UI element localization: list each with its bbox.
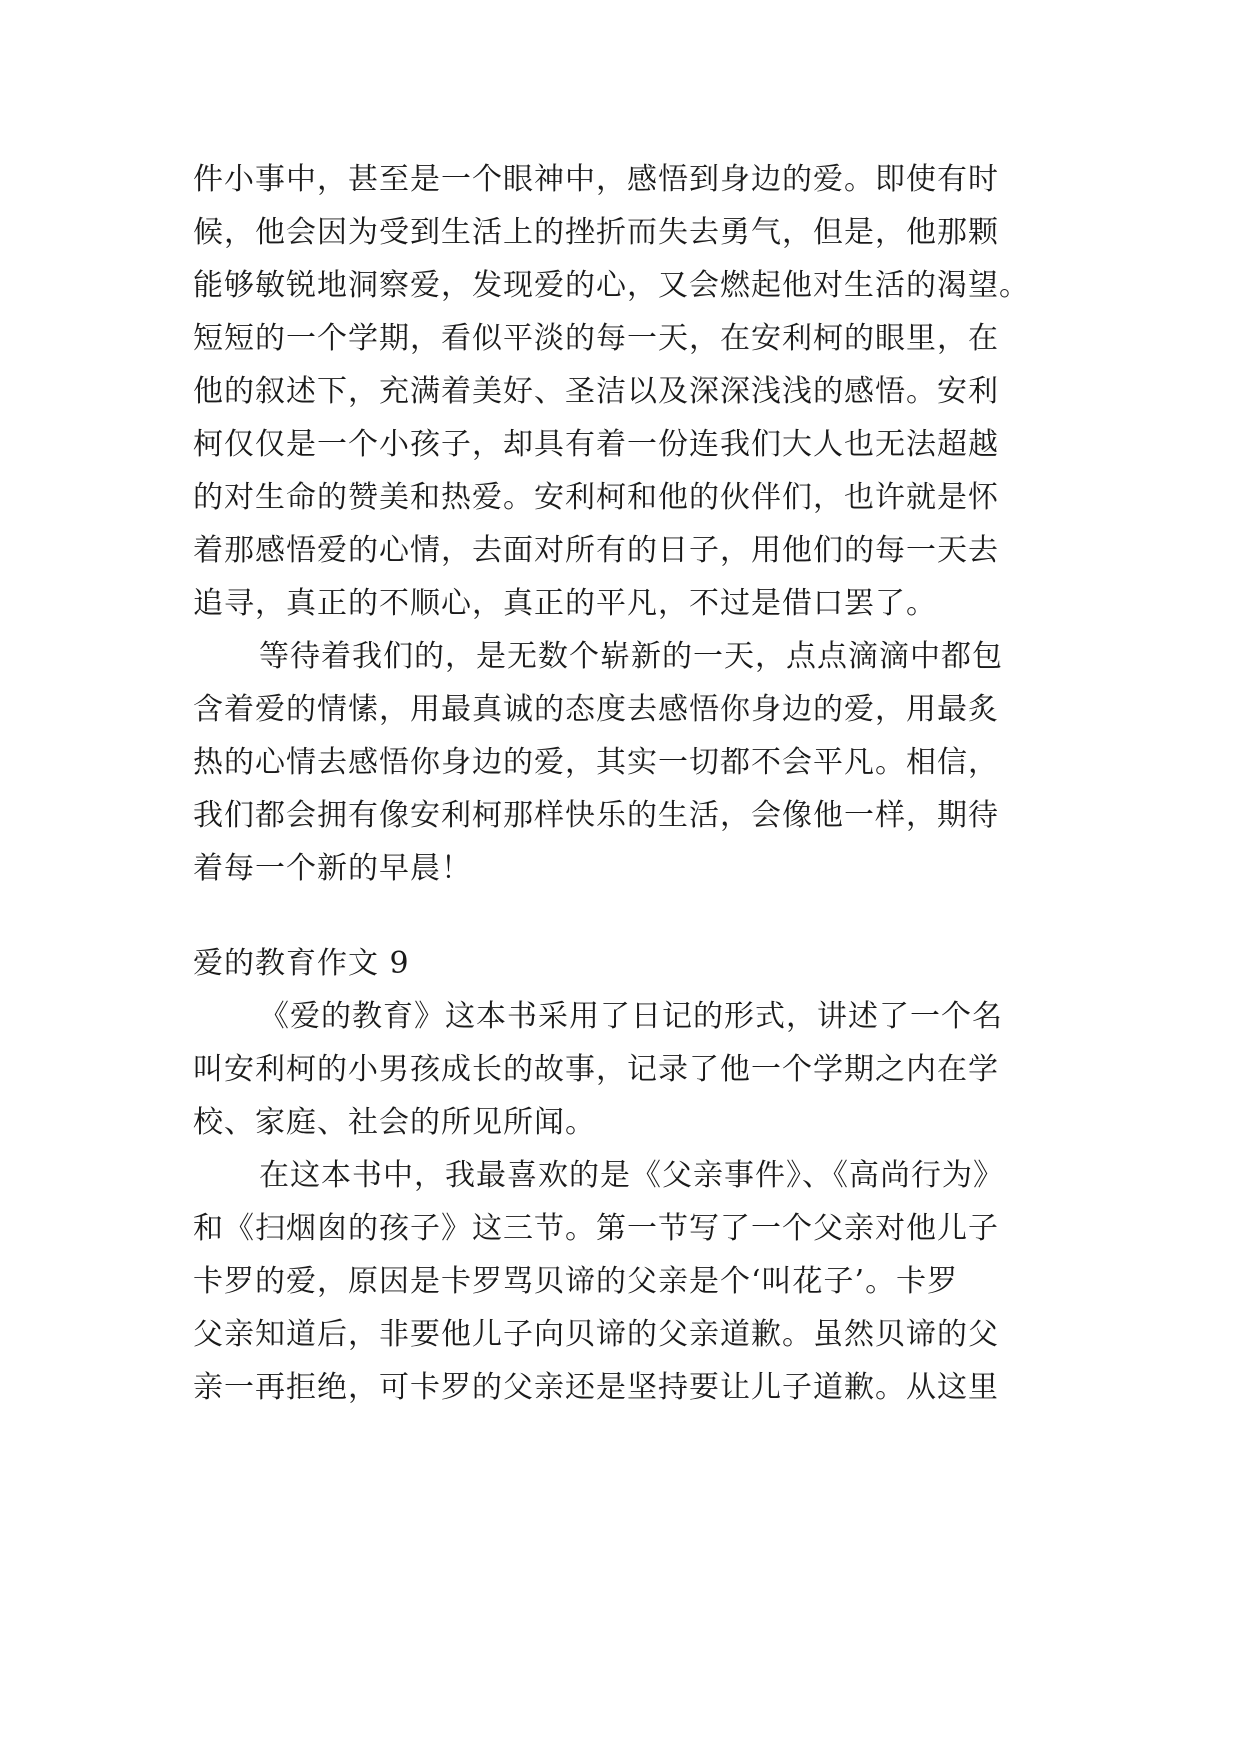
paragraph-line: 校、家庭、社会的所见所闻。 — [193, 1105, 596, 1140]
paragraph-line: 父亲知道后，非要他儿子向贝谛的父亲道歉。虽然贝谛的父 — [193, 1317, 999, 1352]
paragraph-line: 着那感悟爱的心情，去面对所有的日子，用他们的每一天去 — [193, 533, 999, 568]
paragraph-line: 我们都会拥有像安利柯那样快乐的生活，会像他一样，期待 — [193, 798, 999, 833]
paragraph-line: 追寻，真正的不顺心，真正的平凡，不过是借口罢了。 — [193, 586, 937, 621]
paragraph-line: 卡罗的爱，原因是卡罗骂贝谛的父亲是个‘叫花子’。卡罗 — [193, 1264, 959, 1299]
section-title: 爱的教育作文 9 — [193, 946, 410, 981]
paragraph-line: 柯仅仅是一个小孩子，却具有着一份连我们大人也无法超越 — [193, 427, 999, 462]
paragraph-line: 着每一个新的早晨！ — [193, 851, 472, 886]
paragraph-line: 在这本书中，我最喜欢的是《父亲事件》、《高尚行为》 — [259, 1158, 1004, 1193]
paragraph-line: 含着爱的情愫，用最真诚的态度去感悟你身边的爱，用最炙 — [193, 692, 999, 727]
paragraph-line: 短短的一个学期，看似平淡的每一天，在安利柯的眼里，在 — [193, 321, 999, 356]
paragraph-line: 亲一再拒绝，可卡罗的父亲还是坚持要让儿子道歉。从这里 — [193, 1370, 999, 1405]
paragraph-line: 候，他会因为受到生活上的挫折而失去勇气，但是，他那颗 — [193, 215, 999, 250]
paragraph-line: 的对生命的赞美和热爱。安利柯和他的伙伴们，也许就是怀 — [193, 480, 999, 515]
paragraph-line: 叫安利柯的小男孩成长的故事，记录了他一个学期之内在学 — [193, 1052, 999, 1087]
paragraph-line: 他的叙述下，充满着美好、圣洁以及深深浅浅的感悟。安利 — [193, 374, 999, 409]
paragraph-line: 热的心情去感悟你身边的爱，其实一切都不会平凡。相信， — [193, 745, 999, 780]
paragraph-line: 能够敏锐地洞察爱，发现爱的心，又会燃起他对生活的渴望。 — [193, 268, 1030, 303]
paragraph-line: 等待着我们的，是无数个崭新的一天，点点滴滴中都包 — [259, 639, 1003, 674]
paragraph-line: 件小事中，甚至是一个眼神中，感悟到身边的爱。即使有时 — [193, 162, 999, 197]
paragraph-line: 《爱的教育》这本书采用了日记的形式，讲述了一个名 — [259, 999, 1003, 1034]
paragraph-line: 和《扫烟囱的孩子》这三节。第一节写了一个父亲对他儿子 — [193, 1211, 999, 1246]
